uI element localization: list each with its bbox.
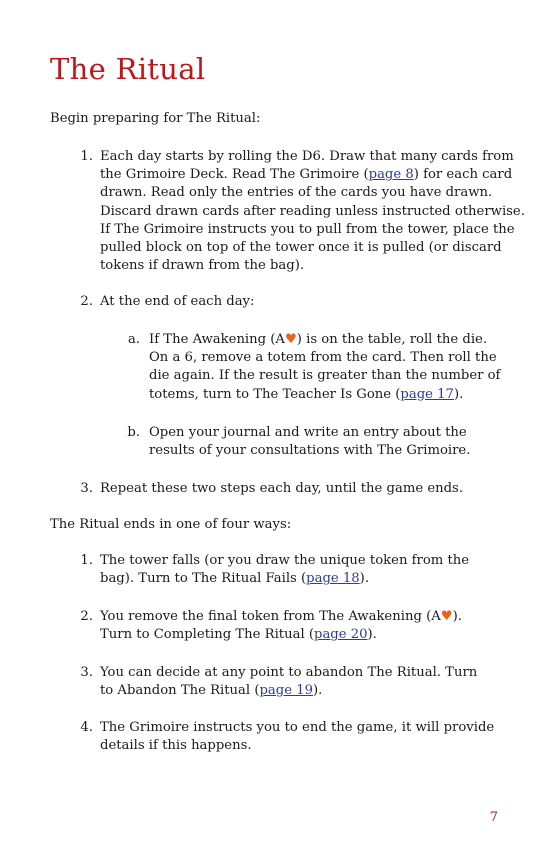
- ending-number: 2.: [80, 609, 93, 624]
- intro-text: Begin preparing for The Ritual:: [50, 111, 261, 126]
- step-number: 3.: [80, 481, 93, 496]
- page-link[interactable]: page 17: [400, 386, 454, 402]
- step-number: 1.: [80, 149, 93, 164]
- page-number: 7: [489, 810, 498, 825]
- step-text: ) for each card drawn. Read only the entries of the cards you have drawn. Discard drawn cards after reading unless instructed otherwise. If The Grimoire instructs you to pull from the tower, place the pulled block on top of the tower once it is pulled (or discard tokens if drawn from the bag).: [100, 167, 525, 274]
- heart-icon: ♥: [440, 609, 453, 624]
- ending-text: ).: [313, 683, 323, 699]
- step-item: [80, 480, 530, 498]
- endings-intro: The Ritual ends in one of four ways:: [50, 517, 292, 532]
- page-link[interactable]: page 19: [259, 683, 313, 699]
- heart-icon: ♥: [284, 332, 297, 347]
- substep-item: [127, 331, 501, 404]
- ending-text: The Grimoire instructs you to end the game, it will provide details if this happens.: [100, 720, 495, 754]
- ending-number: 3.: [80, 665, 93, 680]
- substep-text: ) is on the table, roll the die. On a 6, remove a totem from the card. Then roll the die again. If the result is greater than the number of totems, turn to The Teacher Is Gone (: [149, 332, 501, 402]
- substep-text: ).: [453, 386, 464, 402]
- step-text: Repeat these two steps each day, until the game ends.: [100, 481, 464, 496]
- page-link[interactable]: page 20: [314, 627, 368, 643]
- ending-text: ). Turn to Completing The Ritual (: [100, 609, 462, 643]
- ending-text: ).: [359, 571, 370, 587]
- ending-item: [80, 552, 480, 588]
- step-item: [80, 148, 530, 275]
- substep-text: Open your journal and write an entry about the results of your consultations with The Grimoire.: [149, 425, 471, 459]
- ending-text: You can decide at any point to abandon The Ritual. Turn to Abandon The Ritual (: [100, 665, 478, 699]
- ending-item: [80, 719, 505, 755]
- substep-text: If The Awakening (A: [149, 332, 285, 347]
- ending-number: 4.: [80, 720, 93, 735]
- step-number: 2.: [80, 294, 93, 309]
- substep-item: [127, 424, 489, 460]
- step-text: At the end of each day:: [100, 294, 255, 309]
- ending-item: [80, 608, 480, 644]
- step-text: Each day starts by rolling the D6. Draw that many cards from the Grimoire Deck. Read The Grimoire (: [100, 149, 514, 183]
- ending-text: ).: [367, 627, 377, 643]
- substep-letter: a.: [127, 332, 140, 347]
- page-title: The Ritual: [50, 52, 206, 86]
- ending-text: You remove the final token from The Awakening (A: [100, 609, 441, 624]
- page-link[interactable]: page 8: [368, 167, 414, 183]
- page-link[interactable]: page 18: [306, 571, 360, 587]
- substep-letter: b.: [127, 425, 140, 440]
- step-item: [80, 293, 530, 311]
- ending-text: The tower falls (or you draw the unique token from the bag). Turn to The Ritual Fails (: [100, 553, 470, 587]
- ending-number: 1.: [80, 553, 93, 568]
- ending-item: [80, 664, 490, 700]
